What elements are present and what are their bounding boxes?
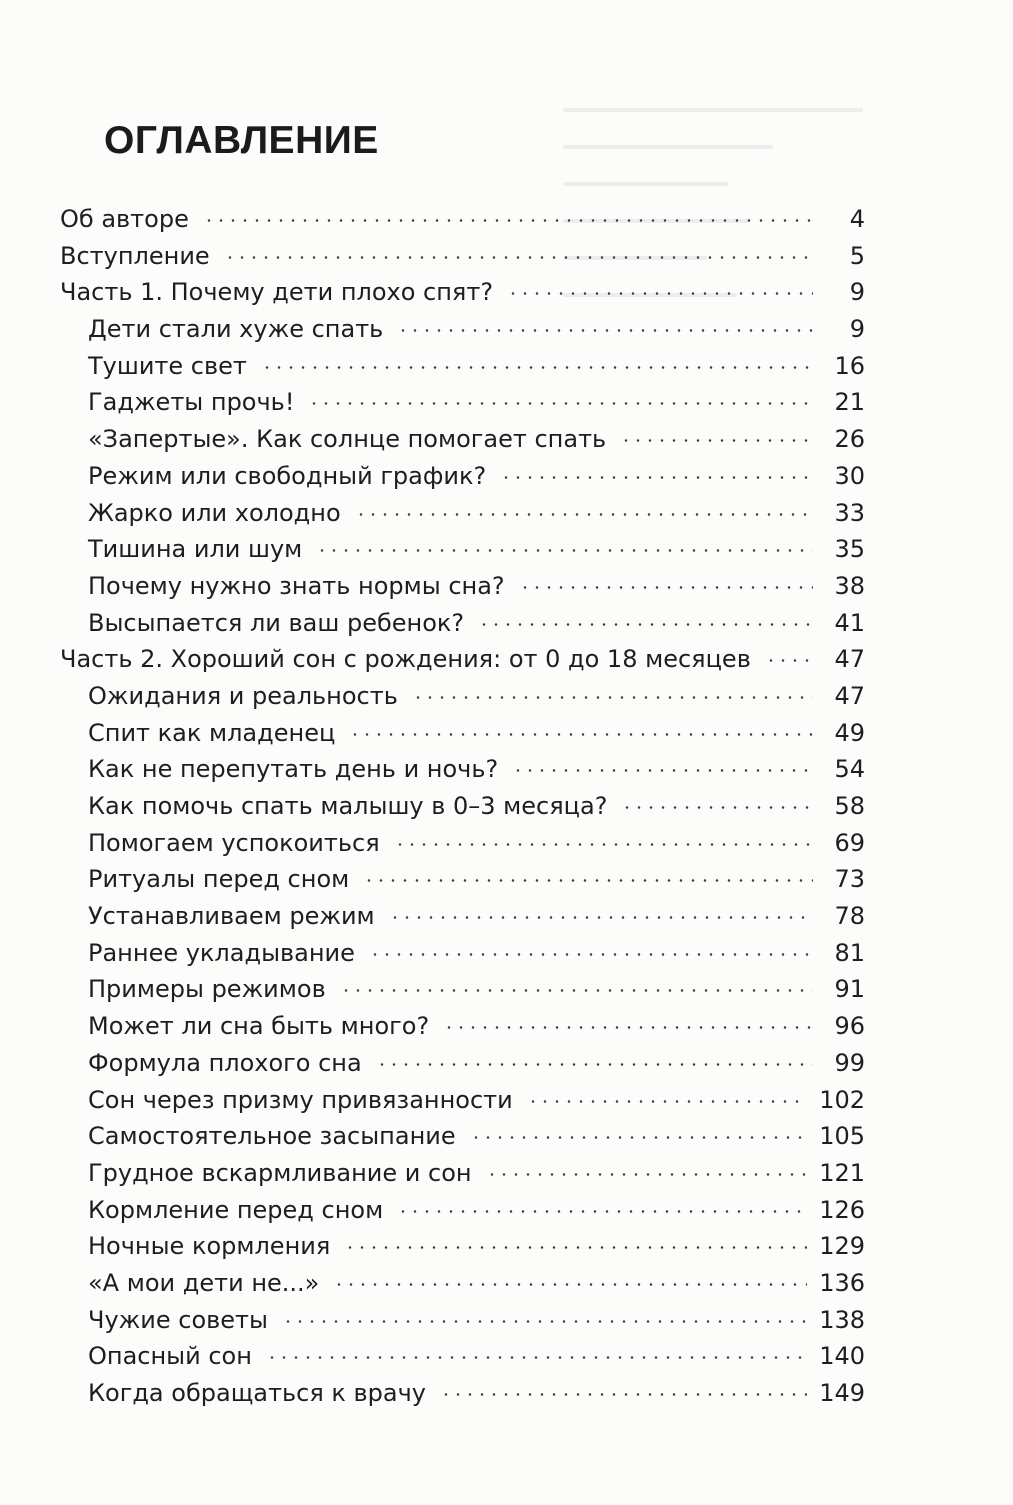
toc-entry-label: Сон через призму привязанности (88, 1085, 513, 1114)
toc-entry-label: «А мои дети не...» (88, 1268, 320, 1297)
toc-page-number: 136 (819, 1268, 865, 1297)
toc-entry-label: Почему нужно знать нормы сна? (88, 571, 505, 600)
dot-leader (397, 329, 813, 332)
dot-leader (308, 402, 813, 405)
toc-page-number: 9 (849, 278, 865, 307)
dot-leader (261, 366, 813, 369)
dot-leader (620, 439, 813, 442)
toc-subentry (60, 348, 865, 385)
toc-subentry (60, 568, 865, 605)
toc-subentry (60, 971, 865, 1008)
dot-leader (500, 476, 813, 479)
dot-leader (443, 1026, 813, 1029)
toc-page-number: 105 (819, 1122, 865, 1151)
toc-page-number: 49 (834, 718, 865, 747)
toc-entry-label: Ожидания и реальность (88, 681, 398, 710)
dot-leader (369, 953, 813, 956)
toc-entry-label: Когда обращаться к врачу (88, 1379, 426, 1407)
toc-entry-label: Часть 2. Хороший сон с рождения: от 0 до 18 месяцев (60, 645, 751, 674)
dot-leader (389, 916, 813, 919)
toc-entry-label: Примеры режимов (88, 975, 326, 1004)
toc-subentry (60, 751, 865, 788)
toc-entry-label: Самостоятельное засыпание (88, 1122, 456, 1151)
toc-page-number: 69 (834, 828, 865, 857)
toc-page-number: 102 (819, 1085, 865, 1114)
toc-subentry (60, 1265, 865, 1302)
toc-page-number: 30 (834, 461, 865, 490)
toc-page-number: 21 (834, 388, 865, 417)
dot-leader (486, 1173, 808, 1176)
page-title: ОГЛАВЛЕНИЕ (104, 119, 379, 162)
dot-leader (527, 1100, 807, 1103)
toc-entry-label: Как не перепутать день и ночь? (88, 755, 499, 784)
toc-subentry (60, 421, 865, 458)
toc-page-number: 73 (834, 865, 865, 894)
toc-subentry (60, 788, 865, 825)
toc-subentry (60, 1338, 865, 1375)
dot-leader (512, 769, 813, 772)
toc-entry-label: Как помочь спать малышу в 0–3 месяца? (88, 792, 608, 820)
dot-leader (355, 513, 813, 516)
toc-entry-label: Вступление (60, 241, 210, 270)
toc-page-number: 99 (834, 1048, 865, 1077)
toc-subentry (60, 1118, 865, 1155)
toc-page-number: 78 (834, 902, 865, 931)
toc-subentry (60, 1045, 865, 1082)
toc-entry-label: Тишина или шум (88, 535, 303, 564)
dot-leader (203, 219, 813, 222)
toc-entry-label: Кормление перед сном (88, 1195, 384, 1224)
toc-subentry (60, 935, 865, 972)
toc-subentry (60, 1082, 865, 1119)
dot-leader (349, 733, 813, 736)
toc-subentry (60, 898, 865, 935)
table-of-contents (60, 201, 865, 1412)
toc-entry-label: Спит как младенец (88, 718, 336, 747)
toc-entry-label: «Запертые». Как солнце помогает спать (88, 425, 607, 454)
toc-subentry (60, 1375, 865, 1412)
dot-leader (478, 623, 813, 626)
toc-page-number: 81 (834, 938, 865, 967)
dot-leader (224, 256, 813, 259)
dot-leader (266, 1356, 807, 1359)
toc-entry-label: Высыпается ли ваш ребенок? (88, 608, 465, 637)
toc-page-number: 47 (834, 645, 865, 674)
toc-subentry (60, 1155, 865, 1192)
toc-page-number: 4 (849, 205, 865, 233)
dot-leader (507, 292, 813, 295)
toc-page-number: 41 (834, 608, 865, 637)
toc-page-number: 140 (819, 1342, 865, 1371)
toc-entry-label: Часть 1. Почему дети плохо спят? (60, 278, 494, 307)
toc-subentry (60, 678, 865, 715)
toc-subentry (60, 458, 865, 495)
toc-page-number: 138 (819, 1305, 865, 1334)
toc-page-number: 35 (834, 535, 865, 564)
toc-page-number: 126 (819, 1195, 865, 1224)
toc-subentry (60, 1228, 865, 1265)
toc-page-number: 16 (834, 351, 865, 380)
toc-page-number: 47 (834, 681, 865, 710)
dot-leader (519, 586, 813, 589)
dot-leader (282, 1320, 807, 1323)
toc-page-number: 121 (819, 1158, 865, 1187)
toc-subentry (60, 384, 865, 421)
toc-entry (60, 641, 865, 678)
toc-entry-label: Раннее укладывание (88, 938, 355, 967)
dot-leader (440, 1393, 807, 1396)
toc-page-number: 26 (834, 425, 865, 454)
toc-entry-label: Об авторе (60, 205, 189, 233)
toc-page-number: 129 (819, 1232, 865, 1261)
dot-leader (394, 843, 813, 846)
toc-entry (60, 201, 865, 238)
toc-entry-label: Формула плохого сна (88, 1048, 362, 1077)
toc-subentry (60, 495, 865, 532)
toc-page-number: 5 (849, 241, 865, 270)
toc-subentry (60, 311, 865, 348)
dot-leader (344, 1246, 807, 1249)
toc-page-number: 54 (834, 755, 865, 784)
toc-entry-label: Тушите свет (88, 351, 247, 380)
toc-page-number: 58 (834, 792, 865, 820)
toc-page-number: 33 (834, 498, 865, 527)
dot-leader (376, 1063, 813, 1066)
dot-leader (621, 806, 813, 809)
toc-page-number: 96 (834, 1012, 865, 1041)
toc-entry-label: Устанавливаем режим (88, 902, 375, 931)
toc-entry-label: Режим или свободный график? (88, 461, 487, 490)
toc-entry-label: Ночные кормления (88, 1232, 331, 1261)
toc-subentry (60, 1008, 865, 1045)
dot-leader (397, 1210, 807, 1213)
dot-leader (363, 879, 813, 882)
dot-leader (765, 659, 813, 662)
dot-leader (340, 989, 813, 992)
toc-subentry (60, 715, 865, 752)
dot-leader (412, 696, 813, 699)
toc-entry-label: Может ли сна быть много? (88, 1012, 430, 1041)
toc-subentry (60, 1302, 865, 1339)
toc-subentry (60, 605, 865, 642)
toc-page-number: 9 (849, 315, 865, 344)
toc-entry-label: Дети стали хуже спать (88, 315, 384, 344)
toc-entry (60, 274, 865, 311)
toc-entry-label: Чужие советы (88, 1305, 268, 1334)
dot-leader (470, 1136, 808, 1139)
toc-page-number: 38 (834, 571, 865, 600)
dot-leader (316, 549, 813, 552)
toc-page-number: 91 (834, 975, 865, 1004)
toc-subentry (60, 825, 865, 862)
dot-leader (333, 1283, 807, 1286)
toc-entry-label: Грудное вскармливание и сон (88, 1158, 472, 1187)
toc-entry-label: Опасный сон (88, 1342, 252, 1371)
toc-subentry (60, 1192, 865, 1229)
toc-entry-label: Жарко или холодно (88, 498, 341, 527)
toc-page-number: 149 (819, 1379, 865, 1407)
toc-entry-label: Ритуалы перед сном (88, 865, 350, 894)
toc-entry-label: Гаджеты прочь! (88, 388, 295, 417)
toc-entry-label: Помогаем успокоиться (88, 828, 380, 857)
toc-subentry (60, 531, 865, 568)
toc-subentry (60, 861, 865, 898)
toc-entry (60, 238, 865, 275)
